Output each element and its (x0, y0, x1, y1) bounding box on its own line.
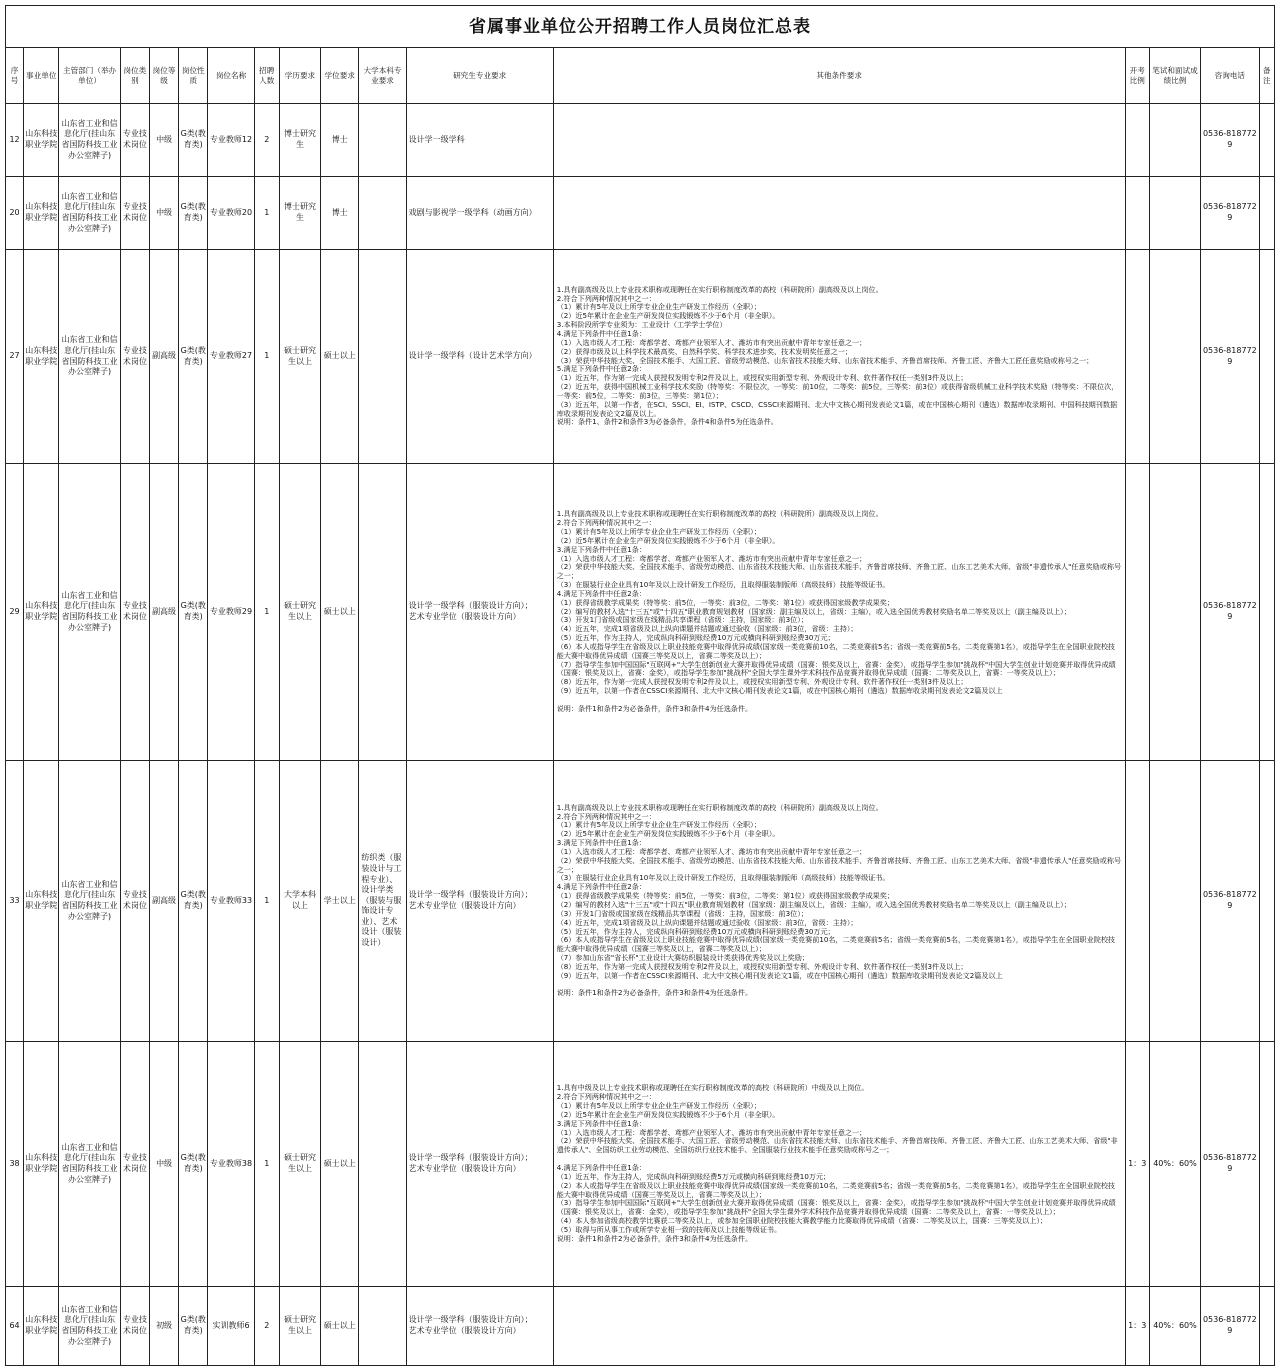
condition-line: （2）近5年累计在企业生产研发岗位实践锻炼不少于6个月（非全职）。 (556, 829, 780, 839)
serial-cell: 33 (6, 761, 24, 1042)
post-name-cell: 专业教师12 (208, 104, 254, 177)
score-ratio-cell: 40%：60% (1149, 1287, 1200, 1366)
condition-line: 1.具有副高级及以上专业技术职称或现聘任在实行职称制度改革的高校（科研院所）副高级及以上岗位。 (556, 509, 883, 519)
column-header: 招聘人数 (254, 48, 279, 104)
degree-cell: 硕士以上 (321, 250, 359, 464)
column-header: 事业单位 (24, 48, 59, 104)
exam-ratio-cell (1125, 177, 1149, 250)
conditions-cell (553, 1042, 1125, 1287)
column-header: 岗位等级 (149, 48, 178, 104)
category-cell: 专业技术岗位 (120, 761, 149, 1042)
headcount-cell: 2 (254, 104, 279, 177)
condition-line: 1.具有副高级及以上专业技术职称或现聘任在实行职称制度改革的高校（科研院所）副高级及以上岗位。 (556, 802, 883, 812)
condition-line: （3）在服装行业企业具有10年及以上设计研发工作经历，且取得服装制版师（高级技师）技能等级证书。 (556, 580, 890, 590)
table-row (6, 250, 1275, 464)
exam-ratio-cell: 1：3 (1125, 1287, 1149, 1366)
grad-major-cell: 设计学一级学科（服装设计方向）； 艺术专业学位（服装设计方向） (406, 464, 553, 761)
condition-line: （2）近5年累计在企业生产研发岗位实践锻炼不少于6个月（非全职）。 (556, 535, 780, 545)
condition-line: 1.具有中级及以上专业技术职称或现聘任在实行职称制度改革的高校（科研院所）中级及以上岗位。 (556, 1083, 869, 1093)
headcount-cell: 1 (254, 464, 279, 761)
education-cell: 博士研究生 (279, 177, 320, 250)
serial-cell: 20 (6, 177, 24, 250)
column-header: 岗位名称 (208, 48, 254, 104)
grad-major-cell: 设计学一级学科（服装设计方向）； 艺术专业学位（服装设计方向） (406, 761, 553, 1042)
condition-line: 说明：条件1和条件2为必备条件，条件3和条件4为任选条件。 (556, 703, 753, 713)
condition-line: （1）累计有5年及以上所学专业企业生产研发工作经历（全职）； (556, 820, 761, 830)
condition-line: （1）获得省级教学成果奖（特等奖：前5位，一等奖：前3位，二等奖：第1位）或获得国家级教学成果奖； (556, 597, 894, 607)
table-row (6, 1287, 1275, 1366)
column-header: 研究生专业要求 (406, 48, 553, 104)
conditions-cell (553, 104, 1125, 177)
condition-line: （1）入选市级人才工程：鸢都学者、鸢都产业领军人才、潍坊市有突出贡献中青年专家任意之一； (556, 1127, 867, 1137)
degree-cell: 博士 (321, 177, 359, 250)
condition-line: 4.满足下列条件中任意1条： (556, 328, 646, 338)
department-cell: 山东省工业和信息化厅(挂山东省国防科技工业办公室牌子) (59, 761, 120, 1042)
headcount-cell: 1 (254, 250, 279, 464)
department-cell: 山东省工业和信息化厅(挂山东省国防科技工业办公室牌子) (59, 1287, 120, 1366)
condition-line: （3）开发1门省级或国家级在线精品共享课程（省级：主持，国家级：前3位）； (556, 615, 808, 625)
condition-line: （9）近五年，以第一作者在CSSCI来源期刊、北大中文核心期刊发表论文1篇，或在中国核心期刊（遴选）数据库收录期刊发表论文2篇及以上 (556, 686, 1003, 696)
category-cell: 专业技术岗位 (120, 177, 149, 250)
condition-line: （2）编写的教材入选"十三五"或"十四五"职业教育规划教材（国家级：副主编及以上，省级：主编），或入选全国优秀教材奖励名单二等奖及以上（副主编及以上）； (556, 606, 1071, 616)
phone-cell: 0536-8187729 (1201, 1287, 1259, 1366)
condition-line: （3）荣获中华技能大奖、全国技术能手、大国工匠、省级劳动模范、山东省技术技能大师、山东省技术能手、齐鲁首席技师、齐鲁工匠、齐鲁大工匠任意奖励或称号之一； (556, 355, 1094, 365)
condition-line: （1）累计有5年及以上所学专业企业生产研发工作经历（全职）； (556, 1101, 761, 1111)
undergrad-major-cell: 纺织类（服装设计与工程专业）、设计学类（服装与服饰设计专业）、艺术设计（服装设计） (359, 761, 406, 1042)
column-header: 大学本科专业要求 (359, 48, 406, 104)
undergrad-major-cell (359, 250, 406, 464)
department-cell: 山东省工业和信息化厅(挂山东省国防科技工业办公室牌子) (59, 464, 120, 761)
table-body (6, 6, 1275, 1366)
condition-line: 2.符合下列两种情况其中之一： (556, 293, 656, 303)
condition-line: （4）本人参加省级高校教学比赛获二等奖及以上，或参加全国职业院校技能大赛教学能力比赛取得优异成绩（省赛：二等奖及以上，国赛：三等奖及以上）； (556, 1216, 1048, 1226)
job-summary-table (5, 5, 1275, 1366)
nature-cell: G类(教育类) (179, 1287, 208, 1366)
condition-line: （2）荣获中华技能大奖、全国技术能手、省级劳动模范、山东省技术技能大师、山东省技术能手、齐鲁首席技师、齐鲁工匠、山东工艺美术大师、省级"非遗传承人"任意奖励或称号之一； (556, 562, 1122, 581)
category-cell: 专业技术岗位 (120, 1287, 149, 1366)
undergrad-major-cell (359, 1287, 406, 1366)
remark-cell (1259, 104, 1274, 177)
column-header: 其他条件要求 (553, 48, 1125, 104)
phone-cell: 0536-8187729 (1201, 761, 1259, 1042)
condition-line: （5）近五年，作为主持人，完成纵向科研到账经费10万元或横向科研到账经费30万元； (556, 633, 835, 643)
condition-line: （1）累计有5年及以上所学专业企业生产研发工作经历（全职）； (556, 526, 761, 536)
remark-cell (1259, 1287, 1274, 1366)
condition-line: （4）近五年，完成1项省级及以上纵向课题并结题或通过验收（国家级：前3位，省级：主持）； (556, 917, 858, 927)
conditions-cell (553, 464, 1125, 761)
condition-line: （8）近五年，作为第一完成人获授权发明专利2件及以上，或授权实用新型专利、外观设计专利、软件著作权任一类别3件及以上； (556, 961, 968, 971)
score-ratio-cell (1149, 250, 1200, 464)
grad-major-cell: 设计学一级学科（服装设计方向）； 艺术专业学位（服装设计方向） (406, 1042, 553, 1287)
nature-cell: G类(教育类) (179, 177, 208, 250)
category-cell: 专业技术岗位 (120, 1042, 149, 1287)
condition-line: （5）取得与所从事工作或所学专业相一致的技师及以上技能等级证书。 (556, 1224, 782, 1234)
summary-table-sheet (5, 5, 1275, 1363)
post-name-cell: 专业教师20 (208, 177, 254, 250)
nature-cell: G类(教育类) (179, 250, 208, 464)
serial-cell: 29 (6, 464, 24, 761)
condition-line: 3.满足下列条件中任意1条： (556, 838, 646, 848)
remark-cell (1259, 177, 1274, 250)
condition-line: 3.本科阶段所学专业须为：工业设计（工学学士学位） (556, 320, 727, 330)
table-row (6, 464, 1275, 761)
grad-major-cell: 设计学一级学科（服装设计方向）； 艺术专业学位（服装设计方向） (406, 1287, 553, 1366)
degree-cell: 学士以上 (321, 761, 359, 1042)
degree-cell: 硕士以上 (321, 1042, 359, 1287)
column-header: 学历要求 (279, 48, 320, 104)
headcount-cell: 2 (254, 1287, 279, 1366)
serial-cell: 38 (6, 1042, 24, 1287)
condition-line: （3）在服装行业企业具有10年及以上设计研发工作经历，且取得服装制版师（高级技师）技能等级证书。 (556, 873, 890, 883)
post-name-cell: 专业教师29 (208, 464, 254, 761)
condition-line: 3.满足下列条件中任意1条： (556, 1118, 646, 1128)
degree-cell: 博士 (321, 104, 359, 177)
undergrad-major-cell (359, 104, 406, 177)
condition-line: 说明：条件1和条件2为必备条件，条件3和条件4为任选条件。 (556, 988, 753, 998)
condition-line: （1）获得省级教学成果奖（特等奖：前5位，一等奖：前3位，二等奖：第1位）或获得国家级教学成果奖； (556, 891, 894, 901)
condition-line: 5.满足下列条件中任意2条： (556, 364, 646, 374)
header-row (6, 48, 1275, 104)
nature-cell: G类(教育类) (179, 761, 208, 1042)
post-name-cell: 专业教师27 (208, 250, 254, 464)
column-header: 开考比例 (1125, 48, 1149, 104)
unit-cell: 山东科技职业学院 (24, 464, 59, 761)
condition-line: （7）指导学生参加中国国际"互联网+"大学生创新创业大赛并取得优异成绩（国赛：银奖及以上，省赛：金奖），或指导学生参加"挑战杯"中国大学生创业计划竞赛并取得优异成绩（国赛：银奖及以上，省赛：金奖），或指导学生参加"挑战杯"全国大学生课外学术科技作品竞赛并取得优异成绩（国赛：二等奖及以上，省赛：一等奖及以上）； (556, 659, 1116, 678)
category-cell: 专业技术岗位 (120, 104, 149, 177)
condition-line: （1）入选市级人才工程：鸢都学者、鸢都产业领军人才、潍坊市有突出贡献中青年专家任意之一； (556, 337, 867, 347)
unit-cell: 山东科技职业学院 (24, 250, 59, 464)
category-cell: 专业技术岗位 (120, 464, 149, 761)
condition-line: （2）获得市级及以上科学技术最高奖、自然科学奖、科学技术进步奖、技术发明奖任意之一； (556, 346, 853, 356)
condition-line: （2）本人或指导学生在省级及以上职业技能竞赛中取得优异成绩(国家级一类竞赛前10名，二类竞赛前5名；省级一类竞赛前5名，二类竞赛第1名），或指导学生在全国职业院校技能大赛中取得优异成绩（国赛三等奖及以上，省赛二等奖及以上）； (556, 1180, 1116, 1199)
level-cell: 副高级 (149, 464, 178, 761)
department-cell: 山东省工业和信息化厅(挂山东省国防科技工业办公室牌子) (59, 250, 120, 464)
condition-line: 说明：条件1和条件2为必备条件，条件3和条件4为任选条件。 (556, 1233, 753, 1243)
condition-line: （6）本人或指导学生在省级及以上职业技能竞赛中取得优异成绩(国家级一类竞赛前10名，二类竞赛前5名；省级一类竞赛前5名，二类竞赛第1名），或指导学生在全国职业院校技能大赛中取得优异成绩（国赛三等奖及以上，省赛二等奖及以上）； (556, 935, 1116, 954)
level-cell: 中级 (149, 1042, 178, 1287)
condition-line: 4.满足下列条件中任意2条： (556, 588, 646, 598)
score-ratio-cell (1149, 464, 1200, 761)
education-cell: 硕士研究生以上 (279, 250, 320, 464)
department-cell: 山东省工业和信息化厅(挂山东省国防科技工业办公室牌子) (59, 177, 120, 250)
conditions-cell (553, 177, 1125, 250)
condition-line: 2.符合下列两种情况其中之一： (556, 1092, 656, 1102)
degree-cell: 硕士以上 (321, 464, 359, 761)
table-row (6, 177, 1275, 250)
condition-line: 3.满足下列条件中任意1条： (556, 544, 646, 554)
post-name-cell: 实训教师6 (208, 1287, 254, 1366)
condition-line: （2）荣获中华技能大奖、全国技术能手、大国工匠、省级劳动模范、山东省技术技能大师、山东省技术能手、齐鲁首席技师、齐鲁工匠、齐鲁大工匠、山东工艺美术大师、省级"非遗传承人"、全国纺织工业劳动模范、全国纺织行业技术能手、全国服装行业技术能手任意奖励或称号之一； (556, 1136, 1118, 1155)
exam-ratio-cell (1125, 104, 1149, 177)
column-header: 序号 (6, 48, 24, 104)
condition-line: （1）入选市级人才工程：鸢都学者、鸢都产业领军人才、潍坊市有突出贡献中青年专家任意之一； (556, 846, 867, 856)
condition-line: （3）指导学生参加中国国际"互联网+"大学生创新创业大赛并取得优异成绩（国赛：银奖及以上，省赛：金奖），或指导学生参加"挑战杯"中国大学生创业计划竞赛并取得优异成绩（国赛：银奖及以上，省赛：金奖），或指导学生参加"挑战杯"全国大学生课外学术科技作品竞赛并取得优异成绩（国赛：二等奖及以上，省赛：一等奖及以上）； (556, 1198, 1116, 1217)
degree-cell: 硕士以上 (321, 1287, 359, 1366)
category-cell: 专业技术岗位 (120, 250, 149, 464)
score-ratio-cell (1149, 761, 1200, 1042)
score-ratio-cell (1149, 104, 1200, 177)
exam-ratio-cell (1125, 250, 1149, 464)
unit-cell: 山东科技职业学院 (24, 104, 59, 177)
table-row (6, 104, 1275, 177)
condition-line: （1）近五年，作为主持人，完成纵向科研到账经费5万元或横向科研到账经费10万元； (556, 1171, 831, 1181)
condition-line: （8）近五年，作为第一完成人获授权发明专利2件及以上，或授权实用新型专利、外观设计专利、软件著作权任一类别3件及以上； (556, 677, 968, 687)
post-name-cell: 专业教师33 (208, 761, 254, 1042)
condition-line: 2.符合下列两种情况其中之一： (556, 518, 656, 528)
level-cell: 副高级 (149, 761, 178, 1042)
phone-cell: 0536-8187729 (1201, 250, 1259, 464)
serial-cell: 12 (6, 104, 24, 177)
level-cell: 初级 (149, 1287, 178, 1366)
undergrad-major-cell (359, 1042, 406, 1287)
column-header: 岗位性质 (179, 48, 208, 104)
unit-cell: 山东科技职业学院 (24, 761, 59, 1042)
condition-line: （2）荣获中华技能大奖、全国技术能手、省级劳动模范、山东省技术技能大师、山东省技术能手、齐鲁首席技师、齐鲁工匠、山东工艺美术大师、省级"非遗传承人"任意奖励或称号之一； (556, 855, 1122, 874)
remark-cell (1259, 464, 1274, 761)
undergrad-major-cell (359, 177, 406, 250)
serial-cell: 64 (6, 1287, 24, 1366)
grad-major-cell: 设计学一级学科（设计艺术学方向） (406, 250, 553, 464)
column-header: 主管部门（举办单位） (59, 48, 120, 104)
unit-cell: 山东科技职业学院 (24, 1287, 59, 1366)
level-cell: 中级 (149, 177, 178, 250)
condition-line: （7）参加山东省"省长杯"工业设计大赛纺织服装设计类获得优秀奖及以上奖励； (556, 953, 809, 963)
undergrad-major-cell (359, 464, 406, 761)
condition-line: 说明：条件1、条件2和条件3为必备条件，条件4和条件5为任选条件。 (556, 417, 778, 427)
headcount-cell: 1 (254, 1042, 279, 1287)
condition-line: （2）近五年，获得中国机械工业科学技术奖励（特等奖：不限位次，一等奖：前10位，二等奖：前5位，三等奖：前3位）或获得省级机械工业科学技术奖励（特等奖：不限位次，一等奖：前5位，二等奖：前3位，三等奖：第1位）； (556, 382, 1119, 400)
nature-cell: G类(教育类) (179, 104, 208, 177)
conditions-cell (553, 761, 1125, 1042)
nature-cell: G类(教育类) (179, 1042, 208, 1287)
column-header: 备注 (1259, 48, 1274, 104)
phone-cell: 0536-8187729 (1201, 104, 1259, 177)
condition-line: （5）近五年，作为主持人，完成纵向科研到账经费10万元或横向科研到账经费30万元； (556, 926, 835, 936)
level-cell: 副高级 (149, 250, 178, 464)
table-row (6, 1042, 1275, 1287)
table-row (6, 761, 1275, 1042)
post-name-cell: 专业教师38 (208, 1042, 254, 1287)
remark-cell (1259, 1042, 1274, 1287)
exam-ratio-cell (1125, 761, 1149, 1042)
education-cell: 大学本科以上 (279, 761, 320, 1042)
column-header: 笔试和面试成绩比例 (1149, 48, 1200, 104)
condition-line: （3）近五年，以第一作者，在SCI、SSCI、EI、ISTP、CSCD、CSSCI来源期刊、北大中文核心期刊发表论文1篇，或在中国核心期刊（遴选）数据库收录期刊、中国科技期刊数据库收录期刊发表论文2篇及以上。 (556, 399, 1118, 418)
condition-line: （1）入选市级人才工程：鸢都学者、鸢都产业领军人才、潍坊市有突出贡献中青年专家任意之一； (556, 553, 867, 563)
phone-cell: 0536-8187729 (1201, 177, 1259, 250)
serial-cell: 27 (6, 250, 24, 464)
exam-ratio-cell (1125, 464, 1149, 761)
education-cell: 硕士研究生以上 (279, 1287, 320, 1366)
condition-line: （1）累计有5年及以上所学专业企业生产研发工作经历（全职）； (556, 302, 761, 312)
nature-cell: G类(教育类) (179, 464, 208, 761)
conditions-cell (553, 1287, 1125, 1366)
condition-line: （6）本人或指导学生在省级及以上职业技能竞赛中取得优异成绩(国家级一类竞赛前10名，二类竞赛前5名；省级一类竞赛前5名，二类竞赛第1名），或指导学生在全国职业院校技能大赛中取得优异成绩（国赛三等奖及以上，省赛二等奖及以上）； (556, 641, 1116, 660)
condition-line: （2）近5年累计在企业生产研发岗位实践锻炼不少于6个月（非全职）。 (556, 1109, 780, 1119)
conditions-cell (553, 250, 1125, 464)
headcount-cell: 1 (254, 761, 279, 1042)
condition-line: 4.满足下列条件中任意1条： (556, 1163, 646, 1172)
condition-line: （2）编写的教材入选"十三五"或"十四五"职业教育规划教材（国家级：副主编及以上，省级：主编），或入选全国优秀教材奖励名单二等奖及以上（副主编及以上）； (556, 900, 1071, 909)
column-header: 学位要求 (321, 48, 359, 104)
condition-line: （4）近五年，完成1项省级及以上纵向课题并结题或通过验收（国家级：前3位，省级：主持）； (556, 624, 858, 634)
score-ratio-cell: 40%：60% (1149, 1042, 1200, 1287)
condition-line: （9）近五年，以第一作者在CSSCI来源期刊、北大中文核心期刊发表论文1篇，或在中国核心期刊（遴选）数据库收录期刊发表论文2篇及以上 (556, 970, 1003, 980)
table-title: 省属事业单位公开招聘工作人员岗位汇总表 (6, 6, 1275, 48)
unit-cell: 山东科技职业学院 (24, 177, 59, 250)
condition-line: 4.满足下列条件中任意2条： (556, 882, 646, 892)
condition-line: （2）近5年累计在企业生产研发岗位实践锻炼不少于6个月（非全职）。 (556, 311, 780, 321)
remark-cell (1259, 761, 1274, 1042)
condition-line: （3）开发1门省级或国家级在线精品共享课程（省级：主持，国家级：前3位）； (556, 908, 808, 918)
condition-line: 1.具有副高级及以上专业技术职称或现聘任在实行职称制度改革的高校（科研院所）副高级及以上岗位。 (556, 284, 883, 294)
condition-line: 2.符合下列两种情况其中之一： (556, 811, 656, 821)
column-header: 咨询电话 (1201, 48, 1259, 104)
grad-major-cell: 戏剧与影视学一级学科（动画方向） (406, 177, 553, 250)
education-cell: 博士研究生 (279, 104, 320, 177)
level-cell: 中级 (149, 104, 178, 177)
department-cell: 山东省工业和信息化厅(挂山东省国防科技工业办公室牌子) (59, 1042, 120, 1287)
remark-cell (1259, 250, 1274, 464)
grad-major-cell: 设计学一级学科 (406, 104, 553, 177)
unit-cell: 山东科技职业学院 (24, 1042, 59, 1287)
column-header: 岗位类别 (120, 48, 149, 104)
condition-line: （1）近五年，作为第一完成人获授权发明专利2件及以上，或授权实用新型专利、外观设计专利、软件著作权任一类别3件及以上； (556, 373, 968, 383)
department-cell: 山东省工业和信息化厅(挂山东省国防科技工业办公室牌子) (59, 104, 120, 177)
phone-cell: 0536-8187729 (1201, 1042, 1259, 1287)
phone-cell: 0536-8187729 (1201, 464, 1259, 761)
education-cell: 硕士研究生以上 (279, 464, 320, 761)
score-ratio-cell (1149, 177, 1200, 250)
education-cell: 硕士研究生以上 (279, 1042, 320, 1287)
exam-ratio-cell: 1：3 (1125, 1042, 1149, 1287)
headcount-cell: 1 (254, 177, 279, 250)
